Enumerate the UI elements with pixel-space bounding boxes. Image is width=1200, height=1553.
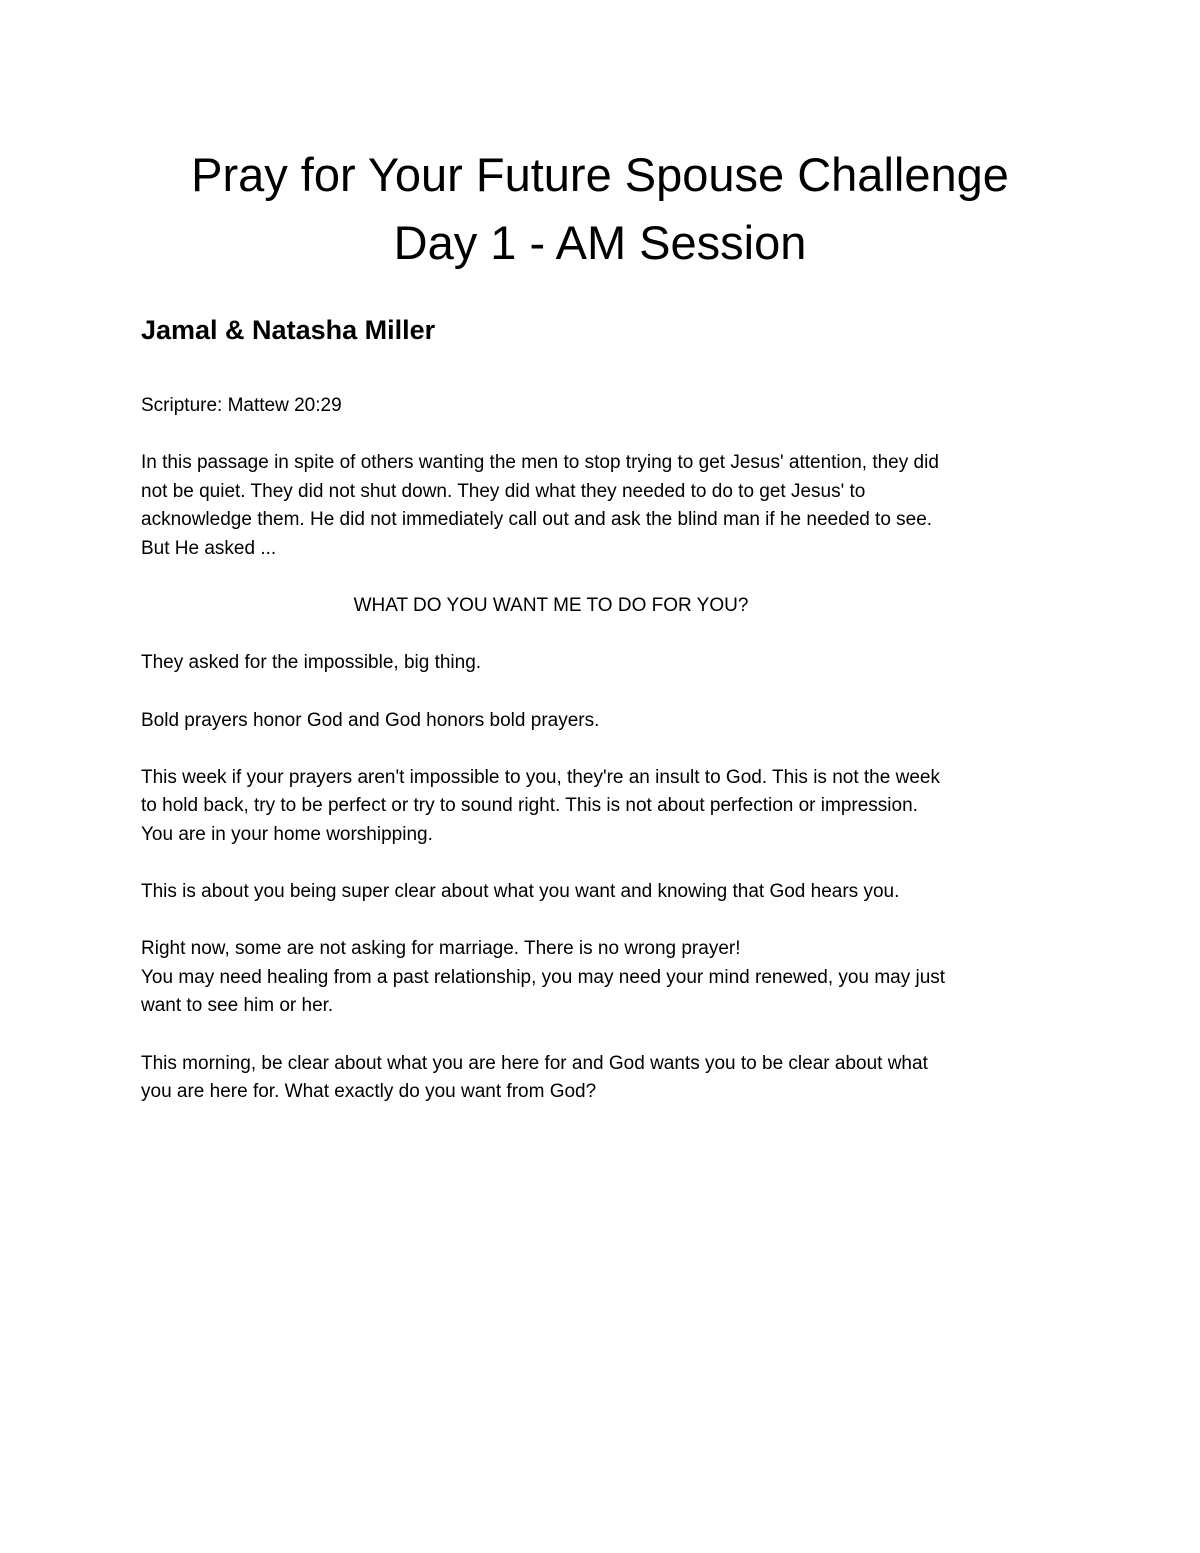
text-line: not be quiet. They did not shut down. They did what they needed to do to get Jesus' to — [141, 480, 866, 502]
text-line: You are in your home worshipping. — [141, 823, 433, 845]
text-line: want to see him or her. — [141, 995, 334, 1017]
text-line: acknowledge them. He did not immediately call out and ask the blind man if he needed to see. — [141, 509, 933, 531]
paragraph-super-clear: This is about you being super clear about what you want and knowing that God hears you. — [141, 881, 900, 903]
text-line: You may need healing from a past relationship, you may need your mind renewed, you may just — [141, 966, 946, 988]
scripture-reference: Scripture: Mattew 20:29 — [141, 395, 342, 416]
paragraph-bold-prayers: Bold prayers honor God and God honors bold prayers. — [141, 709, 600, 731]
title-line-2: Day 1 - AM Session — [393, 216, 807, 269]
paragraph-impossible: They asked for the impossible, big thing. — [141, 652, 482, 674]
text-line: In this passage in spite of others wanting the men to stop trying to get Jesus' attention, they did — [141, 452, 939, 474]
key-question: WHAT DO YOU WANT ME TO DO FOR YOU? — [353, 595, 749, 617]
text-line: you are here for. What exactly do you want from God? — [141, 1081, 597, 1103]
paragraph-this-morning — [141, 1050, 1081, 1107]
paragraph-passage — [141, 449, 1081, 563]
title-line-1: Pray for Your Future Spouse Challenge — [191, 148, 1009, 201]
paragraph-this-week — [141, 764, 1081, 850]
author-names: Jamal & Natasha Miller — [141, 315, 436, 345]
text-line: to hold back, try to be perfect or try to sound right. This is not about perfection or impression. — [141, 795, 918, 817]
text-line: Right now, some are not asking for marriage. There is no wrong prayer! — [141, 938, 741, 960]
text-line: But He asked ... — [141, 537, 277, 559]
text-line: This week if your prayers aren't impossible to you, they're an insult to God. This is not the week — [141, 766, 940, 788]
document-body — [141, 392, 1081, 1135]
text-line: This morning, be clear about what you are here for and God wants you to be clear about what — [141, 1052, 928, 1074]
paragraph-right-now — [141, 935, 1081, 1021]
document-title — [0, 141, 1200, 277]
